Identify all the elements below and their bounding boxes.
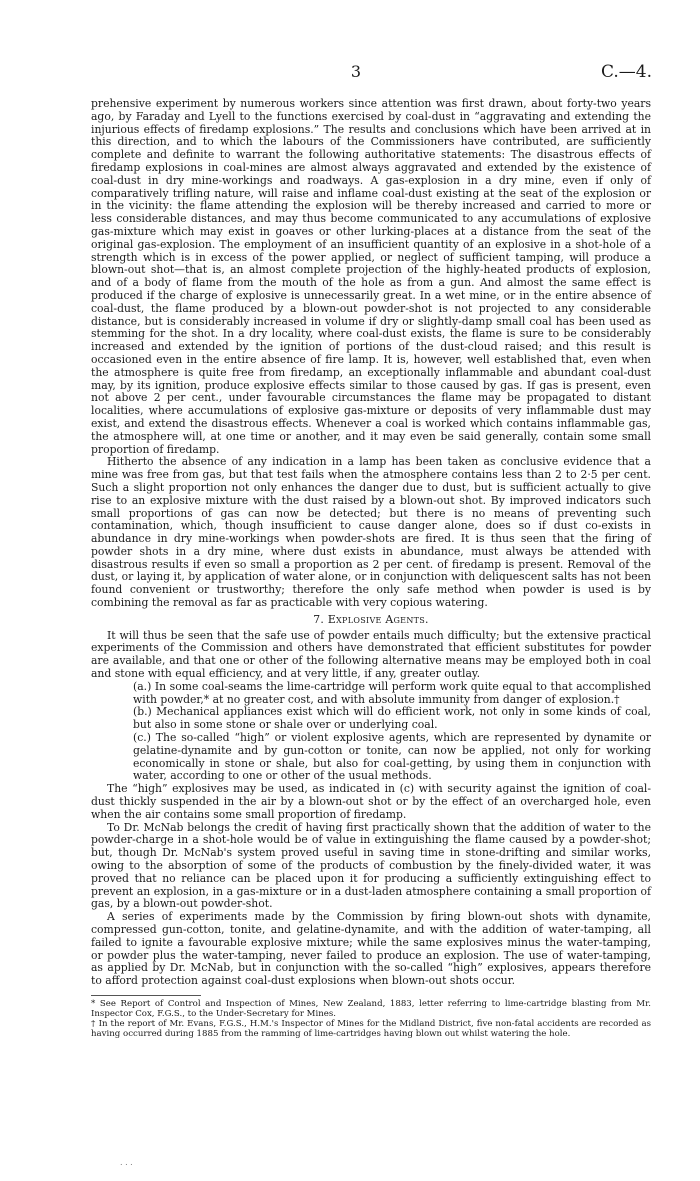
list-item: (a.) In some coal-seams the lime-cartridge will perform work quite equal to that accomplished with powder,* at no greater cost, and with absolute immunity from danger of explosion.† [133, 679, 651, 706]
body-paragraph: Hitherto the absence of any indication in a lamp has been taken as conclusive evidence that a mine was free from gas, but that test fails when the atmosphere contains less than 2 to 2·5 per cent. Such a slight proportion not only enhances the danger due to dust, but is sufficient actually to give rise to an explosive mixture with the dust raised by a blown-out shot. By improved indicators such small proportions of gas can now be detected; but there is no means of preventing such contamination, which, though insufficient to cause danger alone, does so if dust co-exists in abundance in dry mine-workings when powder-shots are fired. It is thus seen that the firing of powder shots in a dry mine, where dust exists in abundance, must always be attended with disastrous results if even so small a proportion as 2 per cent. of firedamp is present. Removal of the dust, or laying it, by application of water alone, or in conjunction with deliquescent salts has not been found convenient or trustworthy; therefore the only safe method when powder is used is by combining the removal as far as practicable with very copious watering. [91, 455, 651, 610]
document-body [91, 98, 651, 1039]
footnote-divider [91, 995, 201, 996]
body-paragraph: To Dr. McNab belongs the credit of having first practically shown that the addition of water to the powder-charge in a shot-hole would be of value in extinguishing the flame caused by a powder-shot; but, though Dr. McNab's system proved useful in saving time in stone-drifting and similar works, owing to the absorption of some of the products of combustion by the finely-divided water, it was proved that no reliance can be placed upon it for producing a sufficiently extinguishing effect to prevent an explosion, in a gas-mixture or in a dust-laden atmosphere containing a small proportion of gas, by a blown-out powder-shot. [91, 820, 651, 911]
footnote: † In the report of Mr. Evans, F.G.S., H.M.'s Inspector of Mines for the Midland District, five non-fatal accidents are recorded as having occurred during 1885 from the ramming of lime-cartridges having blown out whilst watering the hole. [91, 1018, 651, 1039]
list-item: (c.) The so-called “high” or violent explosive agents, which are represented by dynamite or gelatine-dynamite and by gun-cotton or tonite, can now be applied, not only for working economically in stone or shale, but also for coal-getting, by using them in conjunction with water, according to one or other of the usual methods. [133, 731, 651, 783]
page-number: 3 [350, 62, 362, 81]
footnote: * See Report of Control and Inspection of Mines, New Zealand, 1883, letter referring to lime-cartridge blasting from Mr. Inspector Cox, F.G.S., to the Under-Secretary for Mines. [91, 998, 651, 1019]
section-intro: It will thus be seen that the safe use of powder entails much difficulty; but the extensive practical experiments of the Commission and others have demonstrated that efficient substitutes for powder are available, and that one or other of the following alternative means may be employed both in coal and stone with equal efficiency, and at very little, if any, greater outlay. [91, 628, 651, 681]
body-paragraph: The “high” explosives may be used, as indicated in (c) with security against the ignition of coal-dust thickly suspended in the air by a blown-out shot or by the effect of an overcharged hole, even when the air contains some small proportion of firedamp. [91, 782, 651, 821]
section-heading: 7. Explosive Agents. [313, 612, 429, 626]
body-paragraph: prehensive experiment by numerous workers since attention was first drawn, about forty-two years ago, by Faraday and Lyell to the functions exercised by coal-dust in “aggravating and extending the injurious effects of firedamp explosions.” The results and conclusions which have been arrived at in this direction, and to which the labours of the Commissioners have contributed, are sufficiently complete and definite to warrant the following authoritative statements: The disastrous effects of firedamp explosions in coal-mines are almost always aggravated and extended by the existence of coal-dust in dry mine-workings and roadways. A gas-explosion in a dry mine, even if only of comparatively trifling nature, will raise and inflame coal-dust existing at the seat of the explosion or in the vicinity: the flame attending the explosion will be thereby increased and carried to more or less considerable distances, and may thus become communicated to any accumulations of explosive gas-mixture which may exist in goaves or other lurking-places at a distance from the seat of the original gas-explosion. The employment of an insufficient quantity of an explosive in a shot-hole of a strength which is in excess of the power applied, or neglect of sufficient tamping, will produce a blown-out shot—that is, an almost complete projection of the highly-heated products of explosion, and of a body of flame from the mouth of the hole as from a gun. And almost the same effect is produced if the charge of explosive is unnecessarily great. In a wet mine, or in the entire absence of coal-dust, the flame produced by a blown-out powder-shot is not projected to any considerable distance, but is considerably increased in volume if dry or slightly-damp small coal has been used as stemming for the shot. In a dry locality, where coal-dust exists, the flame is sure to be considerably increased and extended by the ignition of portions of the dust-cloud raised; and this result is occasioned even in the entire absence of fire lamp. It is, however, well established that, even when the atmosphere is quite free from firedamp, an exceptionally inflammable and abundant coal-dust may, by its ignition, produce explosive effects similar to those caused by gas. If gas is present, even not above 2 per cent., under favourable circumstances the flame may be propagated to distant localities, where accumulations of explosive gas-mixture or deposits of very inflammable dust may exist, and extend the disastrous effects. Whenever a coal is worked which contains inflammable gas, the atmosphere will, at one time or another, and it may even be said generally, contain some small proportion of firedamp. [91, 97, 651, 456]
document-reference: C.—4. [600, 62, 652, 82]
page-header [60, 62, 652, 86]
body-paragraph: A series of experiments made by the Commission by firing blown-out shots with dynamite, compressed gun-cotton, tonite, and gelatine-dynamite, and with the addition of water-tamping, all failed to ignite a favourable explosive mixture; while the same explosives minus the water-tamping, or powder plus the water-tamping, never failed to produce an explosion. The use of water-tamping, as applied by Dr. McNab, but in conjunction with the so-called “high” explosives, appears therefore to afford protection against coal-dust explosions when blown-out shots occur. [91, 910, 651, 988]
page-bottom-mark: . . . [120, 1158, 133, 1167]
list-item: (b.) Mechanical appliances exist which will do efficient work, not only in some kinds of coal, but also in some stone or shale over or underlying coal. [133, 705, 651, 732]
